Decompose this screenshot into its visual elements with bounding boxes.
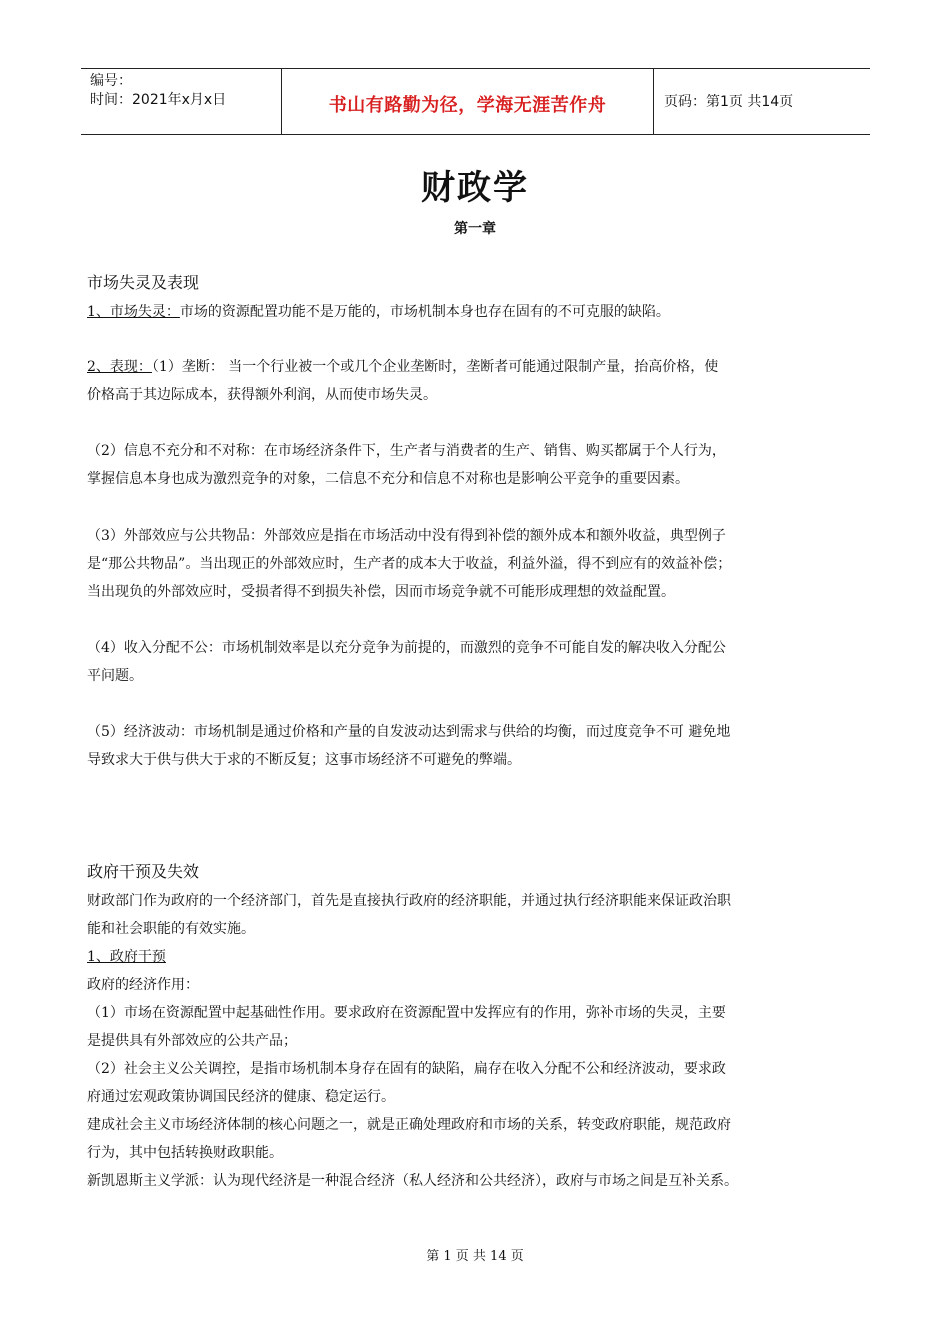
chapter-title: 第一章 [454, 221, 496, 237]
core-line-1: 建成社会主义市场经济体制的核心问题之一，就是正确处理政府和市场的关系，转变政府职能，规范政府 [87, 1117, 731, 1133]
header-meta-cell [81, 69, 281, 134]
paragraph-monopoly [87, 357, 877, 377]
time-label: 时间：2021年x月x日 [90, 92, 227, 108]
header-page-cell [654, 69, 870, 134]
role-2-line-1: （2）社会主义公关调控，是指市场机制本身存在固有的缺陷，扁存在收入分配不公和经济波动，要求政 [87, 1061, 726, 1077]
income-line-1: （4）收入分配不公：市场机制效率是以充分竞争为前提的，而激烈的竞争不可能自发的解决收入分配公 [87, 640, 726, 656]
externality-line-2: 是“那公共物品”。当出现正的外部效应时，生产者的成本大于收益，利益外溢，得不到应有的效益补偿； [87, 556, 732, 572]
core-line-2: 行为，其中包括转换财政职能。 [87, 1145, 283, 1161]
info-line-1: （2）信息不充分和不对称：在市场经济条件下，生产者与消费者的生产、销售、购买都属于个人行为， [87, 443, 726, 459]
monopoly-line-2: 价格高于其边际成本，获得额外利润，从而使市场失灵。 [87, 387, 437, 403]
definition-text: 市场的资源配置功能不是万能的，市场机制本身也存在固有的不可克服的缺陷。 [179, 304, 670, 320]
header-table [81, 68, 870, 135]
paragraph-definition [87, 302, 877, 322]
income-line-2: 平问题。 [87, 668, 143, 684]
subheading-intervention: 1、政府干预 [87, 949, 166, 965]
motto: 书山有路勤为径，学海无涯苦作舟 [328, 95, 607, 116]
role-2-line-2: 府通过宏观政策协调国民经济的健康、稳定运行。 [87, 1089, 395, 1105]
role-1-line-1: （1）市场在资源配置中起基础性作用。要求政府在资源配置中发挥应有的作用，弥补市场的失灵，主要 [87, 1005, 726, 1021]
economic-role-label: 政府的经济作用： [87, 977, 199, 993]
number-label: 编号： [90, 73, 132, 89]
role-1-line-2: 是提供具有外部效应的公共产品； [87, 1033, 297, 1049]
header-motto-cell [281, 69, 654, 134]
definition-label: 1、市场失灵： [87, 304, 180, 320]
section-heading-government: 政府干预及失效 [87, 862, 200, 881]
fluctuation-line-2: 导致求大于供与供大于求的不断反复；这事市场经济不可避免的弊端。 [87, 752, 521, 768]
keynes-line: 新凯恩斯主义学派：认为现代经济是一种混合经济（私人经济和公共经济），政府与市场之间是互补关系。 [87, 1173, 738, 1189]
externality-line-3: 当出现负的外部效应时，受损者得不到损失补偿，因而市场竞争就不可能形成理想的效益配置。 [87, 584, 675, 600]
intro-line-1: 财政部门作为政府的一个经济部门，首先是直接执行政府的经济职能，并通过执行经济职能来保证政治职 [87, 893, 731, 909]
fluctuation-line-1: （5）经济波动：市场机制是通过价格和产量的自发波动达到需求与供给的均衡，而过度竞争不可 避免地 [87, 724, 731, 740]
manifestation-label: 2、表现： [87, 359, 152, 375]
intro-line-2: 能和社会职能的有效实施。 [87, 921, 255, 937]
section-heading-market-failure: 市场失灵及表现 [87, 273, 200, 292]
document-title: 财政学 [421, 168, 529, 208]
info-line-2: 掌握信息本身也成为激烈竞争的对象，二信息不充分和信息不对称也是影响公平竞争的重要因素。 [87, 471, 689, 487]
externality-line-1: （3）外部效应与公共物品：外部效应是指在市场活动中没有得到补偿的额外成本和额外收益，典型例子 [87, 528, 726, 544]
page-footer: 第 1 页 共 14 页 [426, 1249, 524, 1264]
page-info: 页码：第1页 共14页 [664, 94, 794, 110]
monopoly-line-1: （1）垄断： 当一个行业被一个或几个企业垄断时，垄断者可能通过限制产量，抬高价格，使 [151, 359, 719, 375]
